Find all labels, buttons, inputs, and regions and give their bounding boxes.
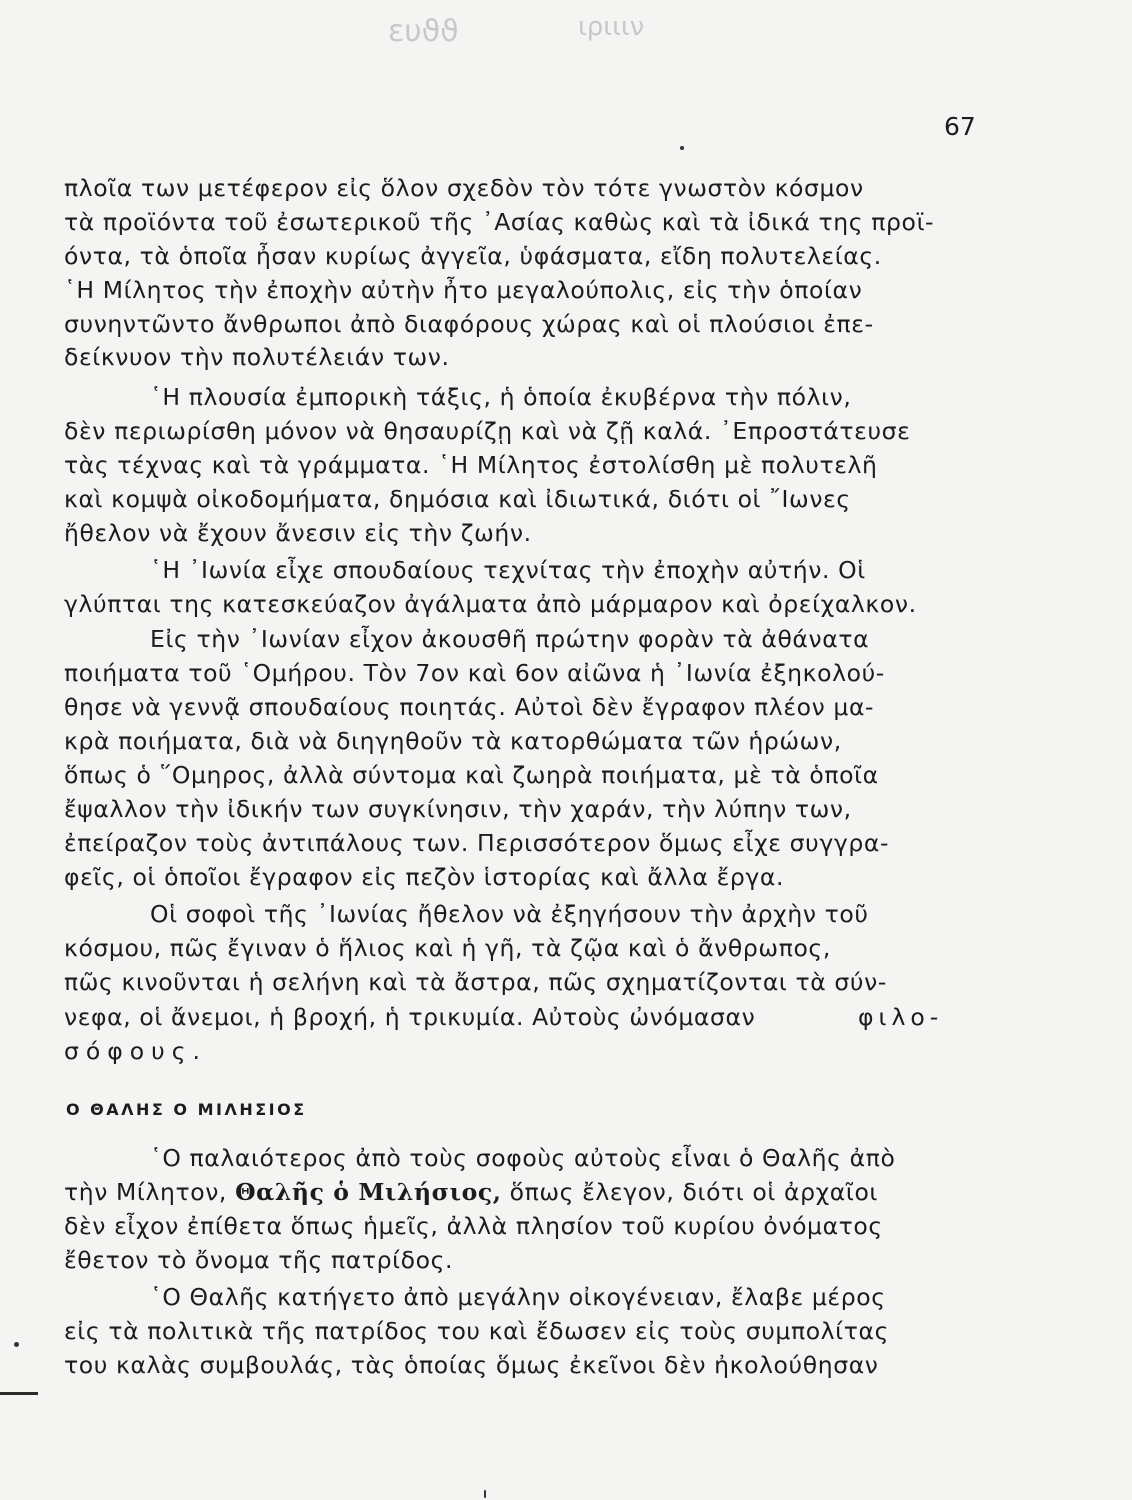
text-line: ὅπως ὁ ῞Ομηρος, ἀλλὰ σύντομα καὶ ζωηρὰ ποιήματα, μὲ τὰ ὁποῖα [64,761,879,789]
text-line: δὲν εἶχον ἐπίθετα ὅπως ἡμεῖς, ἀλλὰ πλησίον τοῦ κυρίου ὀνόματος [64,1212,883,1240]
text-line: ποιήματα τοῦ ῾Ομήρου. Τὸν 7ον καὶ 6ον αἰῶνα ἡ ᾿Ιωνία ἐξηκολού- [64,659,885,687]
text-line: κρὰ ποιήματα, διὰ νὰ διηγηθοῦν τὰ κατορθώματα τῶν ἡρώων, [64,727,842,755]
text-line: Εἰς τὴν ᾿Ιωνίαν εἶχον ἀκουσθῆ πρώτην φορὰν τὰ ἀθάνατα [150,625,870,653]
text-line: τὰ προϊόντα τοῦ ἐσωτερικοῦ τῆς ᾿Ασίας καθὼς καὶ τὰ ἰδικά της προϊ- [64,208,935,236]
text-line [64,1176,878,1208]
text-segment: ὅπως ἔλεγον, διότι οἱ ἀρχαῖοι [501,1178,878,1206]
text-line: νεφα, οἱ ἄνεμοι, ἡ βροχή, ἡ τρικυμία. Αὐτοὺς ὠνόμασαν [64,1003,756,1031]
text-line: ῾Ο παλαιότερος ἀπὸ τοὺς σοφοὺς αὐτοὺς εἶναι ὁ Θαλῆς ἀπὸ [150,1144,896,1172]
text-line: κόσμου, πῶς ἔγιναν ὁ ἥλιος καὶ ἡ γῆ, τὰ ζῷα καὶ ὁ ἄνθρωπος, [64,934,831,962]
page-number: 67 [944,112,976,141]
margin-dash-mark [0,1392,38,1395]
text-line: ἐπείραζον τοὺς ἀντιπάλους των. Περισσότερον ὅμως εἶχε συγγρα- [64,829,890,857]
text-line: ῾Η πλουσία ἐμπορικὴ τάξις, ἡ ὁποία ἐκυβέρνα τὴν πόλιν, [150,383,852,411]
text-line: καὶ κομψὰ οἰκοδομήματα, δημόσια καὶ ἰδιωτικά, διότι οἱ ῎Ιωνες [64,485,851,513]
text-line: ἤθελον νὰ ἔχουν ἄνεσιν εἰς τὴν ζωήν. [64,519,532,547]
pencil-note-right: ιριιιν [578,12,645,42]
section-heading: Ο ΘΑΛΗΣ Ο ΜΙΛΗΣΙΟΣ [66,1100,307,1119]
ink-speck [484,1490,486,1498]
text-line: Οἱ σοφοὶ τῆς ᾿Ιωνίας ἤθελον νὰ ἐξηγήσουν τὴν ἀρχὴν τοῦ [150,900,869,928]
ink-speck [14,1342,19,1347]
text-line: τὰς τέχνας καὶ τὰ γράμματα. ῾Η Μίλητος ἐστολίσθη μὲ πολυτελῆ [64,451,878,479]
text-line: ἔθετον τὸ ὄνομα τῆς πατρίδος. [64,1246,454,1274]
text-line: πῶς κινοῦνται ἡ σελήνη καὶ τὰ ἄστρα, πῶς σχηματίζονται τὰ σύν- [64,968,887,996]
text-line: ῾Η Μίλητος τὴν ἐποχὴν αὐτὴν ἦτο μεγαλούπολις, εἰς τὴν ὁποίαν [64,276,863,304]
spaced-word-philo: φιλο- [858,1003,944,1031]
bold-name-thales: Θαλῆς ὁ Μιλήσιος, [235,1178,502,1206]
text-line: ῾Η ᾿Ιωνία εἶχε σπουδαίους τεχνίτας τὴν ἐποχὴν αὐτήν. Οἱ [150,556,866,584]
text-line: δείκνυον τὴν πολυτέλειάν των. [64,343,450,371]
text-line: ῾Ο Θαλῆς κατήγετο ἀπὸ μεγάλην οἰκογένειαν, ἔλαβε μέρος [150,1283,886,1311]
text-line [64,1035,201,1067]
text-line: δὲν περιωρίσθη μόνον νὰ θησαυρίζῃ καὶ νὰ ζῇ καλά. ᾿Επροστάτευσε [64,417,911,445]
text-line: συνηντῶντο ἄνθρωποι ἀπὸ διαφόρους χώρας καὶ οἱ πλούσιοι ἐπε- [64,310,874,338]
text-segment: τὴν Μίλητον, [64,1178,236,1206]
text-line: φεῖς, οἱ ὁποῖοι ἔγραφον εἰς πεζὸν ἱστορίας καὶ ἄλλα ἔργα. [64,863,785,891]
text-line: γλύπται της κατεσκεύαζον ἀγάλματα ἀπὸ μάρμαρον καὶ ὀρείχαλκον. [64,590,917,618]
text-line: ἔψαλλον τὴν ἰδικήν των συγκίνησιν, τὴν χαράν, τὴν λύπην των, [64,795,852,823]
text-line: εἰς τὰ πολιτικὰ τῆς πατρίδος του καὶ ἔδωσεν εἰς τοὺς συμπολίτας [64,1317,889,1345]
spaced-word-sophous: σόφους [64,1037,193,1065]
text-line: πλοῖα των μετέφερον εἰς ὅλον σχεδὸν τὸν τότε γνωστὸν κόσμον [64,174,864,202]
text-line: του καλὰς συμβουλάς, τὰς ὁποίας ὅμως ἐκεῖνοι δὲν ἠκολούθησαν [64,1351,879,1379]
text-line: θησε νὰ γεννᾷ σπουδαίους ποιητάς. Αὐτοὶ δὲν ἔγραφον πλέον μα- [64,693,875,721]
text-line: όντα, τὰ ὁποῖα ἦσαν κυρίως ἀγγεῖα, ὑφάσματα, εἴδη πολυτελείας. [64,242,882,270]
ink-speck [680,146,684,150]
pencil-note-left: ευϑϑ [388,14,459,49]
period: . [192,1037,201,1065]
